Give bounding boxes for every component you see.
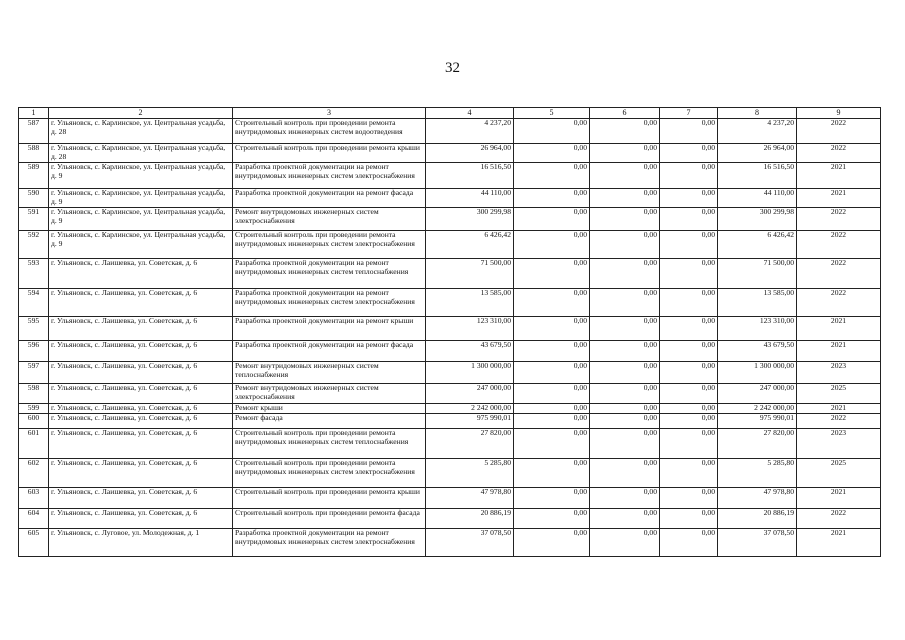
address-cell: г. Ульяновск, с. Лаишевка, ул. Советская, д. 6 — [49, 384, 233, 404]
work-type-cell: Ремонт внутридомовых инженерных систем теплоснабжения — [233, 362, 426, 384]
address-cell: г. Ульяновск, с. Карлинское, ул. Центральная усадьба, д. 28 — [49, 144, 233, 163]
cost-cell-5: 0,00 — [514, 163, 590, 189]
cost-cell-8: 5 285,80 — [718, 459, 797, 488]
table-row — [19, 289, 881, 317]
year-cell: 2022 — [797, 414, 881, 429]
row-number: 598 — [19, 384, 49, 404]
row-number: 592 — [19, 231, 49, 259]
cost-cell-6: 0,00 — [590, 189, 660, 208]
cost-cell-6: 0,00 — [590, 404, 660, 414]
address-cell: г. Ульяновск, с. Лаишевка, ул. Советская, д. 6 — [49, 259, 233, 289]
year-cell: 2021 — [797, 488, 881, 509]
row-number: 594 — [19, 289, 49, 317]
cost-cell-5: 0,00 — [514, 144, 590, 163]
total-cost-cell: 247 000,00 — [426, 384, 514, 404]
cost-cell-6: 0,00 — [590, 362, 660, 384]
address-cell: г. Ульяновск, с. Лаишевка, ул. Советская, д. 6 — [49, 509, 233, 529]
table-row — [19, 429, 881, 459]
cost-cell-8: 37 078,50 — [718, 529, 797, 557]
total-cost-cell: 13 585,00 — [426, 289, 514, 317]
work-type-cell: Разработка проектной документации на ремонт фасада — [233, 341, 426, 362]
row-number: 591 — [19, 208, 49, 231]
column-header: 1 — [19, 108, 49, 119]
work-type-cell: Разработка проектной документации на ремонт крыши — [233, 317, 426, 341]
cost-cell-6: 0,00 — [590, 231, 660, 259]
address-cell: г. Ульяновск, с. Карлинское, ул. Центральная усадьба, д. 9 — [49, 208, 233, 231]
page-number: 32 — [445, 60, 460, 76]
table-header-row — [19, 108, 881, 119]
cost-cell-5: 0,00 — [514, 362, 590, 384]
work-type-cell: Ремонт внутридомовых инженерных систем электроснабжения — [233, 384, 426, 404]
address-cell: г. Ульяновск, с. Лаишевка, ул. Советская, д. 6 — [49, 362, 233, 384]
work-type-cell: Ремонт внутридомовых инженерных систем электроснабжения — [233, 208, 426, 231]
cost-cell-5: 0,00 — [514, 231, 590, 259]
cost-cell-5: 0,00 — [514, 341, 590, 362]
table-row — [19, 259, 881, 289]
table-row — [19, 163, 881, 189]
address-cell: г. Ульяновск, с. Луговое, ул. Молодежная, д. 1 — [49, 529, 233, 557]
cost-cell-7: 0,00 — [660, 488, 718, 509]
total-cost-cell: 4 237,20 — [426, 119, 514, 144]
year-cell: 2025 — [797, 459, 881, 488]
column-header: 7 — [660, 108, 718, 119]
column-header: 5 — [514, 108, 590, 119]
table-row — [19, 404, 881, 414]
total-cost-cell: 26 964,00 — [426, 144, 514, 163]
cost-cell-8: 26 964,00 — [718, 144, 797, 163]
total-cost-cell: 44 110,00 — [426, 189, 514, 208]
column-header: 4 — [426, 108, 514, 119]
cost-cell-7: 0,00 — [660, 429, 718, 459]
year-cell: 2022 — [797, 144, 881, 163]
table-row — [19, 509, 881, 529]
column-header: 8 — [718, 108, 797, 119]
cost-cell-5: 0,00 — [514, 529, 590, 557]
work-type-cell: Разработка проектной документации на ремонт внутридомовых инженерных систем электроснабжения — [233, 289, 426, 317]
address-cell: г. Ульяновск, с. Лаишевка, ул. Советская, д. 6 — [49, 414, 233, 429]
cost-cell-5: 0,00 — [514, 459, 590, 488]
cost-cell-7: 0,00 — [660, 231, 718, 259]
year-cell: 2023 — [797, 362, 881, 384]
work-type-cell: Строительный контроль при проведении ремонта внутридомовых инженерных систем электроснабжения — [233, 459, 426, 488]
cost-cell-7: 0,00 — [660, 341, 718, 362]
total-cost-cell: 43 679,50 — [426, 341, 514, 362]
table-row — [19, 459, 881, 488]
total-cost-cell: 975 990,01 — [426, 414, 514, 429]
year-cell: 2025 — [797, 384, 881, 404]
year-cell: 2021 — [797, 189, 881, 208]
cost-cell-8: 43 679,50 — [718, 341, 797, 362]
cost-cell-7: 0,00 — [660, 259, 718, 289]
work-type-cell: Строительный контроль при проведении ремонта фасада — [233, 509, 426, 529]
cost-cell-7: 0,00 — [660, 459, 718, 488]
work-type-cell: Разработка проектной документации на ремонт фасада — [233, 189, 426, 208]
work-type-cell: Ремонт фасада — [233, 414, 426, 429]
table-row — [19, 529, 881, 557]
year-cell: 2022 — [797, 208, 881, 231]
cost-cell-8: 975 990,01 — [718, 414, 797, 429]
total-cost-cell: 2 242 000,00 — [426, 404, 514, 414]
work-type-cell: Ремонт крыши — [233, 404, 426, 414]
cost-cell-8: 300 299,98 — [718, 208, 797, 231]
row-number: 605 — [19, 529, 49, 557]
cost-cell-7: 0,00 — [660, 529, 718, 557]
cost-cell-6: 0,00 — [590, 459, 660, 488]
column-header: 6 — [590, 108, 660, 119]
address-cell: г. Ульяновск, с. Карлинское, ул. Центральная усадьба, д. 9 — [49, 231, 233, 259]
cost-cell-8: 71 500,00 — [718, 259, 797, 289]
cost-cell-5: 0,00 — [514, 208, 590, 231]
repair-schedule-table — [18, 107, 881, 557]
cost-cell-5: 0,00 — [514, 317, 590, 341]
cost-cell-8: 6 426,42 — [718, 231, 797, 259]
cost-cell-8: 1 300 000,00 — [718, 362, 797, 384]
table-body — [19, 119, 881, 557]
cost-cell-8: 123 310,00 — [718, 317, 797, 341]
work-type-cell: Разработка проектной документации на ремонт внутридомовых инженерных систем электроснабжения — [233, 529, 426, 557]
table-row — [19, 119, 881, 144]
table-row — [19, 231, 881, 259]
cost-cell-5: 0,00 — [514, 259, 590, 289]
cost-cell-6: 0,00 — [590, 529, 660, 557]
row-number: 604 — [19, 509, 49, 529]
row-number: 599 — [19, 404, 49, 414]
cost-cell-5: 0,00 — [514, 189, 590, 208]
cost-cell-7: 0,00 — [660, 189, 718, 208]
cost-cell-6: 0,00 — [590, 341, 660, 362]
column-header: 2 — [49, 108, 233, 119]
row-number: 603 — [19, 488, 49, 509]
row-number: 601 — [19, 429, 49, 459]
row-number: 593 — [19, 259, 49, 289]
cost-cell-8: 13 585,00 — [718, 289, 797, 317]
address-cell: г. Ульяновск, с. Лаишевка, ул. Советская, д. 6 — [49, 289, 233, 317]
total-cost-cell: 16 516,50 — [426, 163, 514, 189]
cost-cell-8: 247 000,00 — [718, 384, 797, 404]
row-number: 589 — [19, 163, 49, 189]
cost-cell-8: 2 242 000,00 — [718, 404, 797, 414]
total-cost-cell: 47 978,80 — [426, 488, 514, 509]
year-cell: 2021 — [797, 404, 881, 414]
cost-cell-6: 0,00 — [590, 488, 660, 509]
total-cost-cell: 71 500,00 — [426, 259, 514, 289]
row-number: 590 — [19, 189, 49, 208]
address-cell: г. Ульяновск, с. Карлинское, ул. Центральная усадьба, д. 9 — [49, 163, 233, 189]
year-cell: 2021 — [797, 317, 881, 341]
cost-cell-7: 0,00 — [660, 404, 718, 414]
year-cell: 2022 — [797, 289, 881, 317]
cost-cell-6: 0,00 — [590, 289, 660, 317]
year-cell: 2022 — [797, 231, 881, 259]
cost-cell-5: 0,00 — [514, 404, 590, 414]
cost-cell-7: 0,00 — [660, 317, 718, 341]
year-cell: 2022 — [797, 259, 881, 289]
address-cell: г. Ульяновск, с. Лаишевка, ул. Советская, д. 6 — [49, 429, 233, 459]
cost-cell-7: 0,00 — [660, 414, 718, 429]
total-cost-cell: 1 300 000,00 — [426, 362, 514, 384]
cost-cell-5: 0,00 — [514, 509, 590, 529]
cost-cell-7: 0,00 — [660, 384, 718, 404]
address-cell: г. Ульяновск, с. Карлинское, ул. Центральная усадьба, д. 9 — [49, 189, 233, 208]
work-type-cell: Строительный контроль при проведении ремонта крыши — [233, 488, 426, 509]
row-number: 597 — [19, 362, 49, 384]
cost-cell-7: 0,00 — [660, 208, 718, 231]
total-cost-cell: 123 310,00 — [426, 317, 514, 341]
address-cell: г. Ульяновск, с. Карлинское, ул. Центральная усадьба, д. 28 — [49, 119, 233, 144]
table-row — [19, 317, 881, 341]
cost-cell-7: 0,00 — [660, 163, 718, 189]
year-cell: 2021 — [797, 529, 881, 557]
cost-cell-6: 0,00 — [590, 317, 660, 341]
cost-cell-5: 0,00 — [514, 488, 590, 509]
year-cell: 2021 — [797, 163, 881, 189]
cost-cell-6: 0,00 — [590, 509, 660, 529]
row-number: 602 — [19, 459, 49, 488]
table-row — [19, 189, 881, 208]
total-cost-cell: 37 078,50 — [426, 529, 514, 557]
cost-cell-5: 0,00 — [514, 414, 590, 429]
cost-cell-8: 4 237,20 — [718, 119, 797, 144]
table-row — [19, 362, 881, 384]
column-header: 9 — [797, 108, 881, 119]
table-row — [19, 144, 881, 163]
cost-cell-8: 20 886,19 — [718, 509, 797, 529]
cost-cell-5: 0,00 — [514, 119, 590, 144]
address-cell: г. Ульяновск, с. Лаишевка, ул. Советская, д. 6 — [49, 317, 233, 341]
year-cell: 2022 — [797, 509, 881, 529]
cost-cell-8: 44 110,00 — [718, 189, 797, 208]
cost-cell-6: 0,00 — [590, 414, 660, 429]
year-cell: 2022 — [797, 119, 881, 144]
cost-cell-8: 47 978,80 — [718, 488, 797, 509]
address-cell: г. Ульяновск, с. Лаишевка, ул. Советская, д. 6 — [49, 404, 233, 414]
cost-cell-7: 0,00 — [660, 289, 718, 317]
cost-cell-7: 0,00 — [660, 119, 718, 144]
table-row — [19, 488, 881, 509]
address-cell: г. Ульяновск, с. Лаишевка, ул. Советская, д. 6 — [49, 488, 233, 509]
column-header: 3 — [233, 108, 426, 119]
address-cell: г. Ульяновск, с. Лаишевка, ул. Советская, д. 6 — [49, 459, 233, 488]
row-number: 587 — [19, 119, 49, 144]
row-number: 595 — [19, 317, 49, 341]
work-type-cell: Разработка проектной документации на ремонт внутридомовых инженерных систем теплоснабжения — [233, 259, 426, 289]
cost-cell-6: 0,00 — [590, 163, 660, 189]
total-cost-cell: 20 886,19 — [426, 509, 514, 529]
cost-cell-6: 0,00 — [590, 429, 660, 459]
cost-cell-5: 0,00 — [514, 429, 590, 459]
total-cost-cell: 27 820,00 — [426, 429, 514, 459]
row-number: 600 — [19, 414, 49, 429]
row-number: 588 — [19, 144, 49, 163]
cost-cell-6: 0,00 — [590, 384, 660, 404]
cost-cell-8: 16 516,50 — [718, 163, 797, 189]
table-row — [19, 341, 881, 362]
work-type-cell: Строительный контроль при проведении ремонта внутридомовых инженерных систем теплоснабжения — [233, 429, 426, 459]
table-row — [19, 414, 881, 429]
total-cost-cell: 300 299,98 — [426, 208, 514, 231]
year-cell: 2021 — [797, 341, 881, 362]
cost-cell-7: 0,00 — [660, 509, 718, 529]
cost-cell-8: 27 820,00 — [718, 429, 797, 459]
work-type-cell: Строительный контроль при проведении ремонта внутридомовых инженерных систем электроснабжения — [233, 231, 426, 259]
table-row — [19, 384, 881, 404]
total-cost-cell: 5 285,80 — [426, 459, 514, 488]
work-type-cell: Разработка проектной документации на ремонт внутридомовых инженерных систем электроснабжения — [233, 163, 426, 189]
work-type-cell: Строительный контроль при проведении ремонта крыши — [233, 144, 426, 163]
total-cost-cell: 6 426,42 — [426, 231, 514, 259]
cost-cell-5: 0,00 — [514, 384, 590, 404]
table-row — [19, 208, 881, 231]
cost-cell-7: 0,00 — [660, 144, 718, 163]
cost-cell-6: 0,00 — [590, 144, 660, 163]
year-cell: 2023 — [797, 429, 881, 459]
cost-cell-6: 0,00 — [590, 259, 660, 289]
cost-cell-6: 0,00 — [590, 208, 660, 231]
address-cell: г. Ульяновск, с. Лаишевка, ул. Советская, д. 6 — [49, 341, 233, 362]
work-type-cell: Строительный контроль при проведении ремонта внутридомовых инженерных систем водоотведения — [233, 119, 426, 144]
cost-cell-5: 0,00 — [514, 289, 590, 317]
cost-cell-6: 0,00 — [590, 119, 660, 144]
row-number: 596 — [19, 341, 49, 362]
cost-cell-7: 0,00 — [660, 362, 718, 384]
